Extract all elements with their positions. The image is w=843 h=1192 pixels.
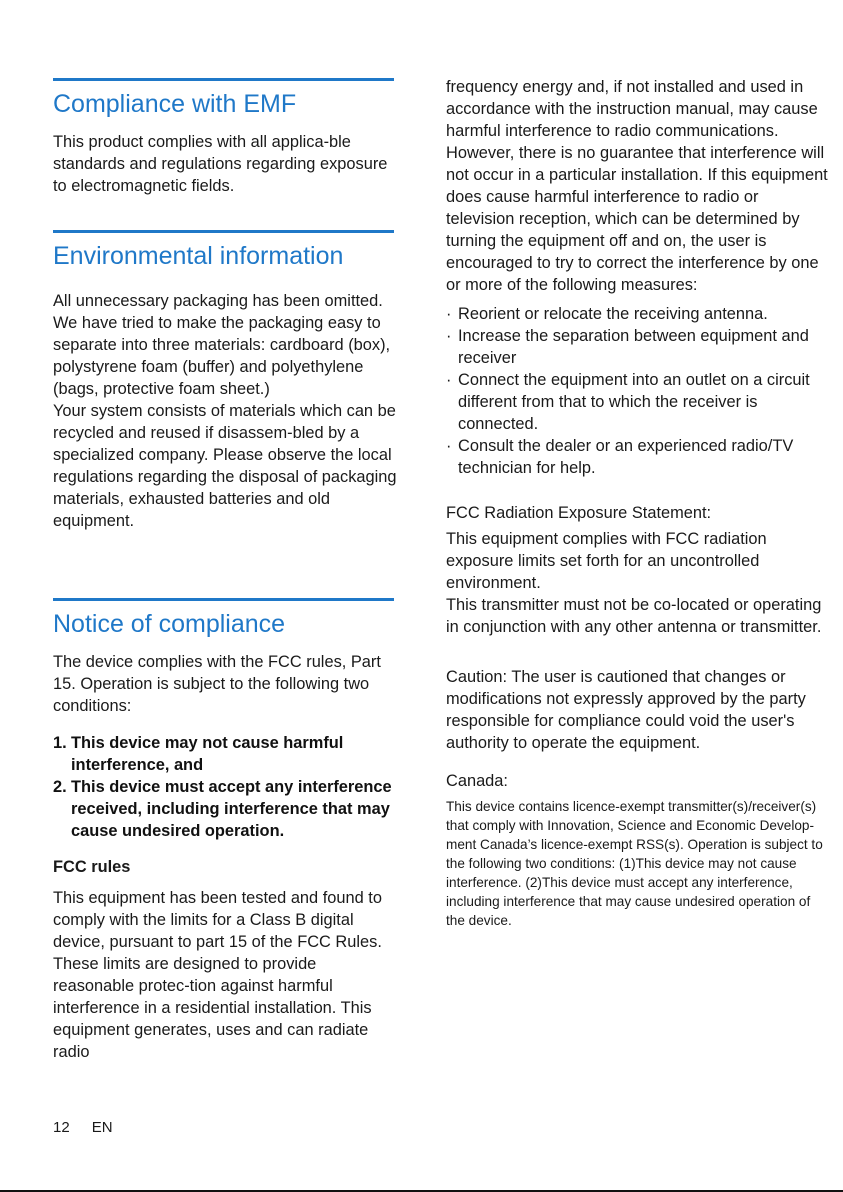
section-divider xyxy=(53,78,394,81)
radiation-paragraph-1: This equipment complies with FCC radiation exposure limits set forth for an uncontrolled environment. xyxy=(446,530,767,592)
radiation-heading: FCC Radiation Exposure Statement: xyxy=(446,504,712,522)
section-notice xyxy=(53,598,398,1063)
emf-body: This product complies with all applica-ble standards and regulations regarding exposure to electromagnetic fields. xyxy=(53,133,388,195)
language-code: EN xyxy=(91,1119,113,1136)
section-emf xyxy=(53,78,398,197)
right-column xyxy=(446,76,831,930)
caution-body: The user is cautioned that changes or modifications not expressly approved by the party responsible for compliance could void the user's authority to operate the equipment. xyxy=(446,668,806,752)
condition-item xyxy=(53,732,398,776)
bullet-icon: · xyxy=(446,327,452,345)
condition-number: 1. xyxy=(53,734,67,752)
condition-item xyxy=(53,776,398,842)
bullet-icon: · xyxy=(446,371,452,389)
section-title-notice: Notice of compliance xyxy=(53,610,286,638)
measures-list xyxy=(446,303,831,479)
caution-paragraph xyxy=(446,666,831,754)
section-divider xyxy=(53,598,394,601)
section-divider xyxy=(53,230,394,233)
notice-intro: The device complies with the FCC rules, Part 15. Operation is subject to the following two conditions: xyxy=(53,653,381,715)
measure-item: · Consult the dealer or an experienced radio/TV technician for help. xyxy=(446,437,794,477)
page-number: 12 xyxy=(53,1119,70,1136)
section-title-emf: Compliance with EMF xyxy=(53,90,297,118)
measure-item: · Reorient or relocate the receiving antenna. xyxy=(446,305,768,323)
section-environmental xyxy=(53,230,398,532)
environmental-paragraph-2: Your system consists of materials which can be recycled and reused if disassem-bled by a specialized company. Please observe the local regulations regarding the disposal of packaging materials, exhausted batteries and old equipment. xyxy=(53,402,397,530)
measure-item: · Increase the separation between equipment and receiver xyxy=(446,327,809,367)
fcc-rules-body: This equipment has been tested and found to comply with the limits for a Class B digital device, pursuant to part 15 of the FCC Rules. These limits are designed to provide reasonable protec-tion against harmful interference in a residential installation. This equipment generates, uses and can radiate radio xyxy=(53,889,382,1061)
measure-item: · Connect the equipment into an outlet on a circuit different from that to which the receiver is connected. xyxy=(446,371,810,433)
section-title-environmental: Environmental information xyxy=(53,242,344,270)
condition-text: This device must accept any interference received, including interference that may cause undesired operation. xyxy=(71,778,392,840)
caution-label: Caution: xyxy=(446,668,508,686)
radiation-paragraph-2: This transmitter must not be co-located or operating in conjunction with any other antenna or transmitter. xyxy=(446,596,822,636)
fcc-rules-heading: FCC rules xyxy=(53,858,131,876)
canada-heading: Canada: xyxy=(446,772,508,790)
conditions-list xyxy=(53,732,398,842)
environmental-paragraph-1: All unnecessary packaging has been omitted. We have tried to make the packaging easy to separate into three materials: cardboard (box), polystyrene foam (buffer) and polyethylene (bags, protective foam sheet.) xyxy=(53,292,391,398)
condition-text: This device may not cause harmful interference, and xyxy=(71,734,344,774)
bullet-icon: · xyxy=(446,437,452,455)
bullet-icon: · xyxy=(446,305,452,323)
canada-body: This device contains licence-exempt transmitter(s)/receiver(s) that comply with Innovation, Science and Economic Develop-ment Canada’s licence-exempt RSS(s). Operation is subject to the following two conditions: (1)This device may not cause interference. (2)This device must accept any interference, including interference that may cause undesired operation of the device. xyxy=(446,799,823,928)
fcc-continuation: frequency energy and, if not installed and used in accordance with the instruction manual, may cause harmful interference to radio communications. However, there is no guarantee that interference will not occur in a particular installation. If this equipment does cause harmful interference to radio or television reception, which can be determined by turning the equipment off and on, the user is encouraged to try to correct the interference by one or more of the following measures: xyxy=(446,78,828,294)
condition-number: 2. xyxy=(53,778,67,796)
page-footer xyxy=(53,1119,135,1136)
